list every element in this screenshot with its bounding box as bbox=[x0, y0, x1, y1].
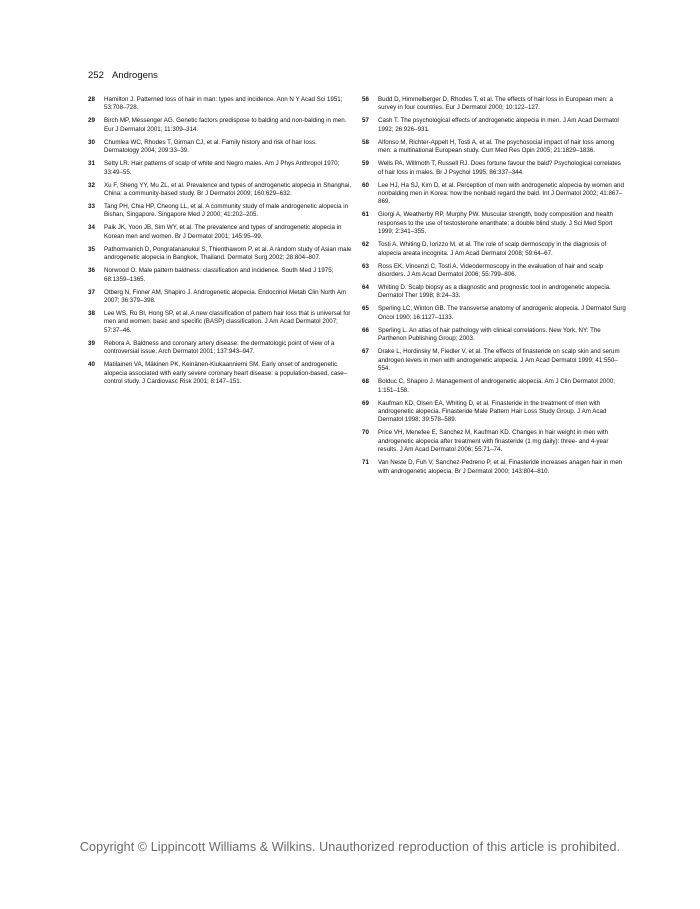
reference-item bbox=[362, 348, 626, 373]
reference-text: Lee HJ, Ha SJ, Kim D, et al. Perception of men with androgenetic alopecia by women and nonbalding men in Korea: how the nonbald regard the bald. Int J Dermatol 2002; 41:867–869. bbox=[378, 181, 624, 206]
reference-text: Alfonso M, Richter-Appelt H, Tosti A, et al. The psychosocial impact of hair loss among men: a multinational European study. Curr Med Res Opin 2005; 21:1829–1836. bbox=[378, 138, 615, 155]
reference-number: 34 bbox=[88, 224, 95, 232]
reference-number: 35 bbox=[88, 245, 95, 253]
reference-text: Birch MP, Messenger AG. Genetic factors predispose to balding and non-balding in men. Eur J Dermatol 2001; 11:309–314. bbox=[104, 117, 347, 133]
reference-item bbox=[88, 267, 352, 284]
reference-number: 65 bbox=[362, 305, 369, 313]
reference-number: 58 bbox=[362, 138, 369, 146]
reference-item bbox=[88, 361, 352, 386]
reference-text: Cash T. The psychological effects of androgenetic alopecia in men. J Am Acad Dermatol 1992; 26:926–931. bbox=[378, 117, 619, 133]
reference-text: Drake L, Hordinsky M, Fiedler V, et al. The effects of finasteride on scalp skin and serum androgen levels in men with androgenetic alopecia. J Am Acad Dermatol 1999; 41:550–554. bbox=[378, 348, 620, 373]
reference-number: 69 bbox=[362, 399, 369, 407]
reference-item bbox=[362, 400, 626, 425]
reference-number: 39 bbox=[88, 339, 95, 347]
reference-text: Setty LR. Hair patterns of scalp of white and Negro males. Am J Phys Anthropol 1970; 33:49–55. bbox=[104, 160, 340, 176]
reference-column-right bbox=[362, 96, 626, 481]
reference-text: Otberg N, Finner AM, Shapiro J. Androgenetic alopecia. Endocrinol Metab Clin North Am 2007; 36:379–398. bbox=[104, 288, 347, 305]
reference-item bbox=[362, 211, 626, 236]
reference-item bbox=[362, 182, 626, 207]
reference-text: Sperling L. An atlas of hair pathology with clinical correlations. New York, NY: The Parthenon Publishing Group; 2003. bbox=[378, 326, 601, 343]
reference-text: Budd D, Himmelberger D, Rhodes T, et al. The effects of hair loss in European men: a survey in four countries. Eur J Dermatol 2000; 10:122–127. bbox=[378, 96, 613, 112]
reference-item bbox=[362, 378, 626, 395]
reference-text: Rebora A. Baldness and coronary artery disease: the dermatologic point of view of a controversial issue. Arch Dermatol 2001; 137:943–947. bbox=[104, 339, 335, 356]
reference-number: 37 bbox=[88, 288, 95, 296]
reference-number: 63 bbox=[362, 262, 369, 270]
reference-item bbox=[362, 263, 626, 280]
reference-number: 61 bbox=[362, 211, 369, 219]
page-header bbox=[88, 70, 158, 81]
reference-item bbox=[362, 241, 626, 258]
reference-item bbox=[88, 96, 352, 113]
reference-item bbox=[362, 429, 626, 454]
reference-number: 60 bbox=[362, 181, 369, 189]
reference-number: 56 bbox=[362, 96, 369, 103]
reference-item bbox=[362, 96, 626, 113]
reference-item bbox=[88, 117, 352, 134]
reference-text: Xu F, Sheng YY, Mu ZL, et al. Prevalence and types of androgenetic alopecia in Shanghai, China: a community-based study. Br J Dermatol 2009; 160:629–632. bbox=[104, 181, 352, 198]
page-number: 252 bbox=[88, 70, 104, 81]
reference-number: 68 bbox=[362, 378, 369, 386]
reference-text: Sperling LC, Winton GB. The transverse anatomy of androgenic alopecia. J Dermatol Surg Oncol 1990; 16:1127–1133. bbox=[378, 305, 626, 321]
reference-number: 33 bbox=[88, 203, 95, 211]
reference-text: Kaufman KD, Olsen EA, Whiting D, et al. Finasteride in the treatment of men with androgenetic alopecia. Finasteride Male Pattern Hair Loss Study Group. J Am Acad Dermatol 1998; 39:578–589. bbox=[378, 399, 607, 424]
reference-text: Matilainen VA, Mäkinen PK, Keinänen-Kiukaanniemi SM. Early onset of androgenetic alopecia associated with early severe coronary heart disease: a population-based, case–control study. J Cardiovasc Risk 2001; 8:147–151. bbox=[104, 361, 348, 386]
reference-text: Giorgi A, Weatherby RP, Murphy PW. Muscular strength, body composition and health responses to the use of testosterone enanthate: a double blind study. J Sci Med Sport 1999; 2:341–355. bbox=[378, 211, 614, 236]
reference-text: Price VH, Menefee E, Sanchez M, Kaufman KD. Changes in hair weight in men with androgenetic alopecia after treatment with finasteride (1 mg daily): three- and 4-year results. J Am Acad Dermatol 2006; 55:71–74. bbox=[378, 429, 609, 454]
reference-item bbox=[88, 340, 352, 357]
reference-item bbox=[362, 305, 626, 322]
reference-item bbox=[362, 327, 626, 344]
reference-item bbox=[362, 459, 626, 476]
reference-text: Hamilton J. Patterned loss of hair in man: types and incidence. Ann N Y Acad Sci 1951; 53:708–728. bbox=[104, 96, 343, 112]
reference-text: Lee WS, Ro BI, Hong SP, et al. A new classification of pattern hair loss that is universal for men and women: basic and specific (BASP) classification. J Am Acad Dermatol 2007; 57:37–46. bbox=[104, 310, 351, 334]
copyright-notice: Copyright © Lippincott Williams & Wilkins. Unauthorized reproduction of this article is prohibited. bbox=[79, 840, 621, 854]
reference-text: Norwood O. Male pattern baldness: classification and incidence. South Med J 1975; 68:1359–1365. bbox=[104, 267, 334, 283]
reference-number: 71 bbox=[362, 459, 369, 467]
reference-number: 38 bbox=[88, 310, 95, 318]
reference-number: 62 bbox=[362, 241, 369, 249]
reference-text: Whiting D. Scalp biopsy as a diagnostic and prognostic tool in androgenetic alopecia. Dermatol Ther 1998; 8:24–33. bbox=[378, 284, 611, 300]
reference-number: 59 bbox=[362, 160, 369, 168]
reference-number: 36 bbox=[88, 267, 95, 275]
reference-item bbox=[88, 310, 352, 335]
reference-text: Tosti A, Whiting D, Iorizzo M, et al. The role of scalp dermoscopy in the diagnosis of alopecia areata incognita. J Am Acad Dermatol 2008; 59:64–67. bbox=[378, 241, 607, 257]
reference-text: Van Neste D, Fuh V, Sanchez-Pedreno P, et al. Finasteride increases anagen hair in men with androgenetic alopecia. Br J Dermatol 2000; 143:804–810. bbox=[378, 459, 623, 475]
reference-item bbox=[88, 246, 352, 263]
running-title: Androgens bbox=[111, 70, 158, 81]
reference-item bbox=[362, 139, 626, 156]
reference-text: Paik JK, Yoon JB, Sim WY, et al. The prevalence and types of androgenetic alopecia in Korean men and women. Br J Dermatol 2001; 145:95–99. bbox=[104, 224, 342, 240]
reference-number: 40 bbox=[88, 361, 95, 369]
reference-number: 67 bbox=[362, 348, 369, 356]
reference-text: Pathomvanich D, Pongratananukul S, Thienthaworn P, et al. A random study of Asian male androgenetic alopecia in Bangkok, Thailand. Dermatol Surg 2002; 28:804–807. bbox=[104, 245, 352, 262]
reference-number: 31 bbox=[88, 160, 95, 168]
reference-item bbox=[88, 139, 352, 156]
reference-number: 70 bbox=[362, 429, 369, 437]
reference-item bbox=[88, 289, 352, 306]
reference-text: Wells PA, Willmoth T, Russell RJ. Does fortune favour the bald? Psychological correlates of hair loss in males. Br J Psychol 1995; 86:337–344. bbox=[378, 160, 621, 176]
reference-number: 32 bbox=[88, 181, 95, 189]
reference-item bbox=[88, 203, 352, 220]
reference-item bbox=[362, 117, 626, 134]
reference-item bbox=[88, 182, 352, 199]
reference-item bbox=[362, 284, 626, 301]
reference-text: Ross EK, Vincenzi C, Tosti A. Videodermoscopy in the evaluation of hair and scalp disorders. J Am Acad Dermatol 2006; 55:799–806. bbox=[378, 262, 604, 279]
reference-number: 66 bbox=[362, 326, 369, 334]
reference-number: 64 bbox=[362, 284, 369, 292]
reference-text: Tang PH, Chia HP, Cheong LL, et al. A community study of male androgenetic alopecia in Bishan, Singapore. Singapore Med J 2000; 41:202–205. bbox=[104, 203, 349, 219]
reference-item bbox=[88, 224, 352, 241]
reference-number: 30 bbox=[88, 138, 95, 146]
reference-text: Bolduc C, Shapiro J. Management of androgenetic alopecia. Am J Clin Dermatol 2000; 1:151–158. bbox=[378, 378, 615, 394]
reference-item bbox=[362, 160, 626, 177]
reference-number: 57 bbox=[362, 117, 369, 125]
reference-number: 28 bbox=[88, 96, 95, 103]
reference-text: Chumlea WC, Rhodes T, Girman CJ, et al. Family history and risk of hair loss. Dermatology 2004; 209:33–39. bbox=[104, 138, 317, 155]
reference-column-left bbox=[88, 96, 352, 391]
reference-number: 29 bbox=[88, 117, 95, 125]
reference-item bbox=[88, 160, 352, 177]
